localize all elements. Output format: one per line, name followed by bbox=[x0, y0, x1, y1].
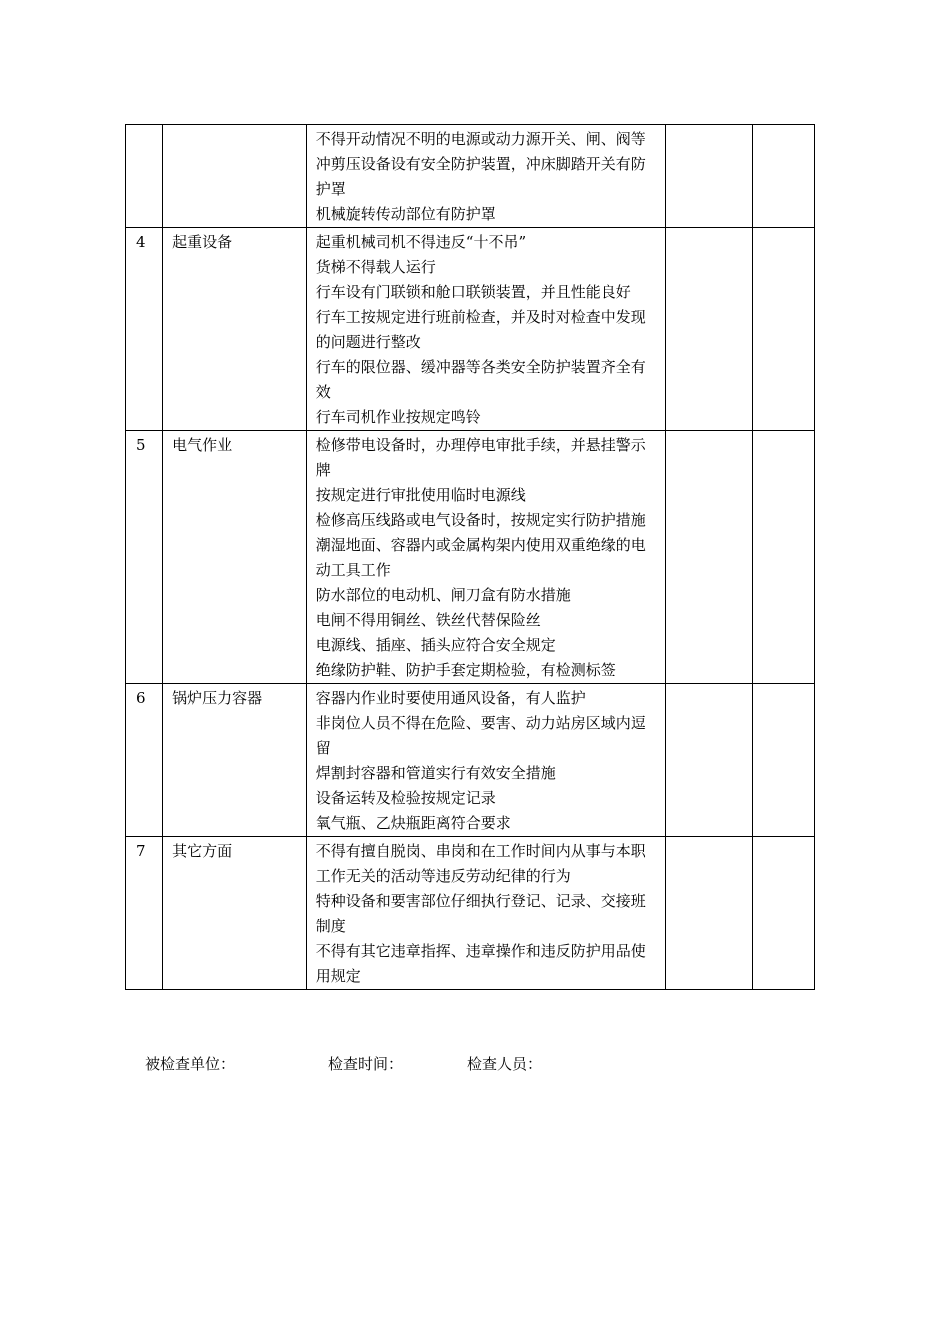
inspection-item: 行车工按规定进行班前检查，并及时对检查中发现的问题进行整改 bbox=[315, 308, 646, 351]
inspection-item: 设备运转及检验按规定记录 bbox=[315, 789, 496, 807]
inspection-item: 冲剪压设备设有安全防护装置，冲床脚踏开关有防护罩 bbox=[315, 155, 646, 198]
category-cell bbox=[163, 125, 307, 228]
inspection-item: 货梯不得载人运行 bbox=[315, 258, 436, 276]
inspection-items-cell bbox=[306, 125, 666, 228]
category-cell: 锅炉压力容器 bbox=[163, 684, 307, 837]
row-number: 5 bbox=[126, 431, 163, 684]
inspection-item: 防水部位的电动机、闸刀盒有防水措施 bbox=[315, 586, 571, 604]
remark-cell[interactable] bbox=[752, 125, 814, 228]
row-number: 4 bbox=[126, 228, 163, 431]
inspectors-label: 检查人员： bbox=[467, 1055, 543, 1073]
remark-cell[interactable] bbox=[752, 228, 814, 431]
category-cell: 其它方面 bbox=[163, 837, 307, 990]
inspection-item: 电源线、插座、插头应符合安全规定 bbox=[315, 636, 556, 654]
inspection-item: 焊割封容器和管道实行有效安全措施 bbox=[315, 764, 556, 782]
inspection-items-cell bbox=[306, 431, 666, 684]
remark-cell[interactable] bbox=[752, 431, 814, 684]
inspection-item: 行车的限位器、缓冲器等各类安全防护装置齐全有效 bbox=[315, 358, 646, 401]
inspection-item: 起重机械司机不得违反“十不吊” bbox=[315, 233, 527, 251]
inspection-item: 行车司机作业按规定鸣铃 bbox=[315, 408, 481, 426]
inspection-items-cell bbox=[306, 228, 666, 431]
inspection-item: 容器内作业时要使用通风设备，有人监护 bbox=[315, 689, 586, 707]
table-row bbox=[126, 684, 815, 837]
inspection-item: 非岗位人员不得在危险、要害、动力站房区域内逗留 bbox=[315, 714, 646, 757]
table-row bbox=[126, 837, 815, 990]
inspection-time-label: 检查时间： bbox=[328, 1055, 404, 1073]
remark-cell[interactable] bbox=[752, 684, 814, 837]
table-body bbox=[126, 125, 815, 990]
result-cell[interactable] bbox=[666, 228, 752, 431]
result-cell[interactable] bbox=[666, 125, 752, 228]
signature-footer bbox=[0, 1052, 950, 1076]
result-cell[interactable] bbox=[666, 684, 752, 837]
inspection-item: 不得有擅自脱岗、串岗和在工作时间内从事与本职工作无关的活动等违反劳动纪律的行为 bbox=[315, 842, 646, 885]
inspection-items-cell bbox=[306, 684, 666, 837]
inspection-item: 不得开动情况不明的电源或动力源开关、闸、阀等 bbox=[315, 130, 646, 148]
inspection-item: 检修高压线路或电气设备时，按规定实行防护措施 bbox=[315, 511, 646, 529]
table-row bbox=[126, 125, 815, 228]
inspection-item: 检修带电设备时，办理停电审批手续，并悬挂警示牌 bbox=[315, 436, 646, 479]
row-number bbox=[126, 125, 163, 228]
table-row bbox=[126, 228, 815, 431]
inspection-item: 特种设备和要害部位仔细执行登记、记录、交接班制度 bbox=[315, 892, 646, 935]
inspection-item: 氧气瓶、乙炔瓶距离符合要求 bbox=[315, 814, 511, 832]
inspection-item: 不得有其它违章指挥、违章操作和违反防护用品使用规定 bbox=[315, 942, 646, 985]
safety-inspection-table bbox=[125, 124, 815, 990]
inspection-item: 绝缘防护鞋、防护手套定期检验，有检测标签 bbox=[315, 661, 616, 679]
inspection-item: 潮湿地面、容器内或金属构架内使用双重绝缘的电动工具工作 bbox=[315, 536, 646, 579]
inspection-item: 行车设有门联锁和舱口联锁装置，并且性能良好 bbox=[315, 283, 631, 301]
table-row bbox=[126, 431, 815, 684]
row-number: 6 bbox=[126, 684, 163, 837]
remark-cell[interactable] bbox=[752, 837, 814, 990]
result-cell[interactable] bbox=[666, 837, 752, 990]
inspection-item: 按规定进行审批使用临时电源线 bbox=[315, 486, 526, 504]
category-cell: 起重设备 bbox=[163, 228, 307, 431]
inspected-unit-label: 被检查单位： bbox=[145, 1055, 236, 1073]
inspection-item: 电闸不得用铜丝、铁丝代替保险丝 bbox=[315, 611, 541, 629]
row-number: 7 bbox=[126, 837, 163, 990]
inspection-items-cell bbox=[306, 837, 666, 990]
inspection-item: 机械旋转传动部位有防护罩 bbox=[315, 205, 496, 223]
category-cell: 电气作业 bbox=[163, 431, 307, 684]
result-cell[interactable] bbox=[666, 431, 752, 684]
